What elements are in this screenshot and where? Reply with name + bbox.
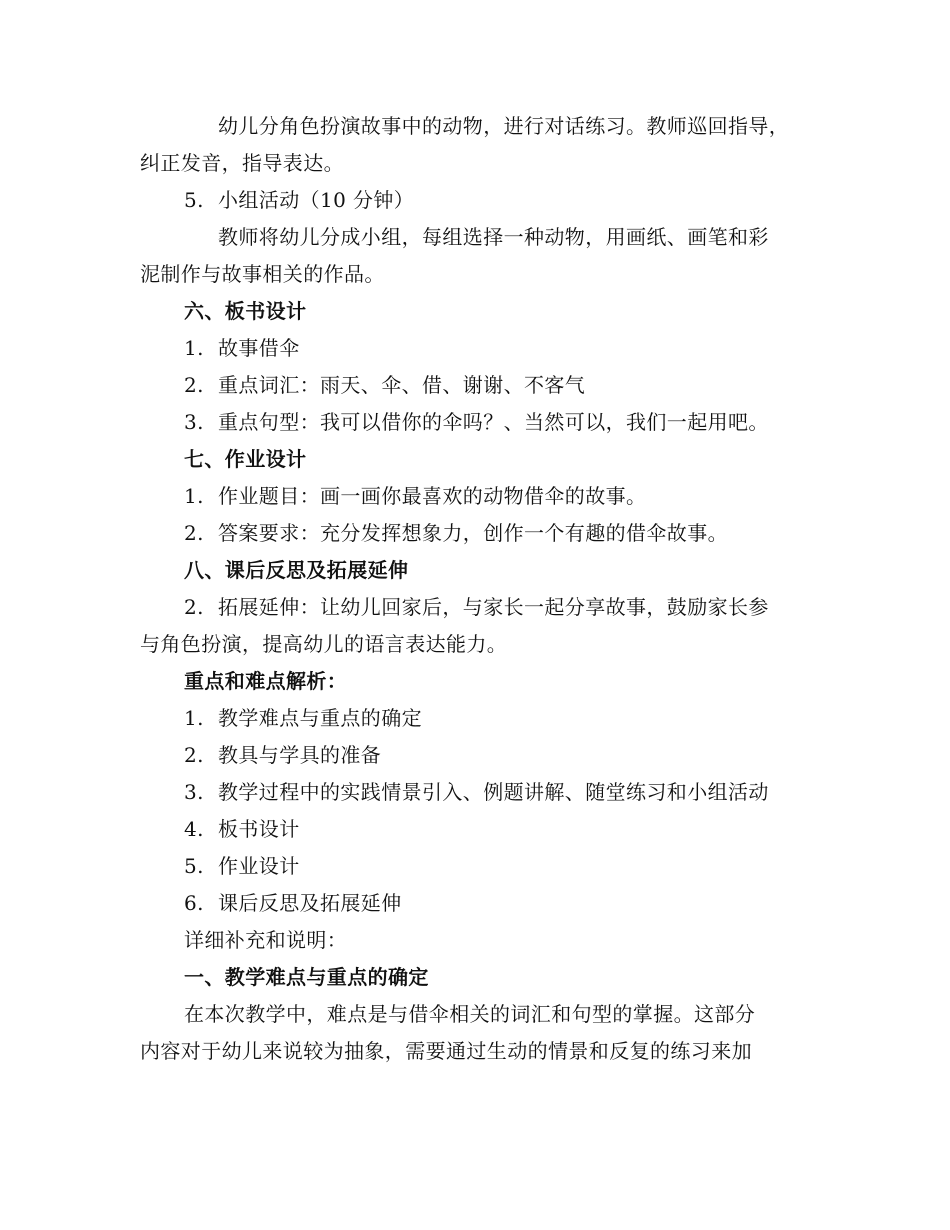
list-item: 5. 作业设计 xyxy=(184,854,300,878)
section-heading: 六、板书设计 xyxy=(184,299,307,323)
paragraph-line: 教师将幼儿分成小组，每组选择一种动物，用画纸、画笔和彩 xyxy=(218,225,769,249)
list-item: 6. 课后反思及拓展延伸 xyxy=(184,891,402,915)
paragraph-line: 详细补充和说明： xyxy=(184,928,348,952)
section-heading: 重点和难点解析： xyxy=(184,669,348,693)
section-heading: 一、教学难点与重点的确定 xyxy=(184,965,429,989)
list-item: 5. 小组活动（10 分钟） xyxy=(184,188,415,212)
paragraph-line: 纠正发音，指导表达。 xyxy=(140,151,344,175)
section-heading: 八、课后反思及拓展延伸 xyxy=(184,558,409,582)
list-item: 1. 教学难点与重点的确定 xyxy=(184,706,422,730)
list-item: 3. 教学过程中的实践情景引入、例题讲解、随堂练习和小组活动 xyxy=(184,780,769,804)
list-item: 2. 拓展延伸：让幼儿回家后，与家长一起分享故事，鼓励家长参 xyxy=(184,595,769,619)
paragraph-line: 泥制作与故事相关的作品。 xyxy=(140,262,385,286)
paragraph-line: 内容对于幼儿来说较为抽象，需要通过生动的情景和反复的练习来加 xyxy=(140,1039,752,1063)
list-item: 1. 故事借伞 xyxy=(184,336,300,360)
list-item: 1. 作业题目：画一画你最喜欢的动物借伞的故事。 xyxy=(184,484,647,508)
list-item: 2. 重点词汇：雨天、伞、借、谢谢、不客气 xyxy=(184,373,586,397)
paragraph-line: 幼儿分角色扮演故事中的动物，进行对话练习。教师巡回指导， xyxy=(218,114,790,138)
paragraph-line: 与角色扮演，提高幼儿的语言表达能力。 xyxy=(140,632,508,656)
paragraph-line: 在本次教学中，难点是与借伞相关的词汇和句型的掌握。这部分 xyxy=(184,1002,756,1026)
section-heading: 七、作业设计 xyxy=(184,447,307,471)
list-item: 2. 答案要求：充分发挥想象力，创作一个有趣的借伞故事。 xyxy=(184,521,728,545)
list-item: 4. 板书设计 xyxy=(184,817,300,841)
list-item: 3. 重点句型：我可以借你的伞吗？、当然可以，我们一起用吧。 xyxy=(184,410,769,434)
list-item: 2. 教具与学具的准备 xyxy=(184,743,382,767)
